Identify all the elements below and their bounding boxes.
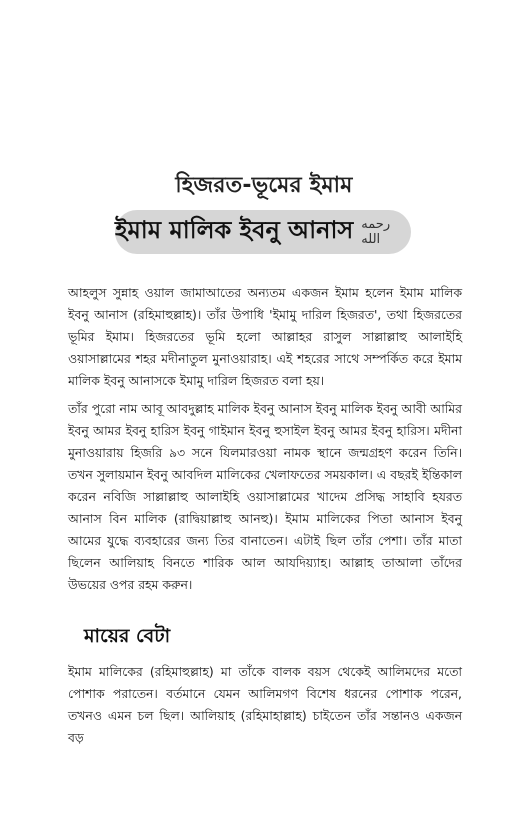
body-paragraph-2: তাঁর পুরো নাম আবূ আবদুল্লাহ মালিক ইবনু আনাস ইবনু মালিক ইবনু আবী আমির ইবনু আমর ইবনু হারিস ইবনু গাইমান ইবনু হুসাইল ইবনু আমর ইবনু হারিস। মদীনা মুনাওয়ারায় হিজরি ৯৩ সনে যিলমারওয়া নামক স্থানে জন্মগ্রহণ করেন তিনি। তখন সুলায়মান ইবনু আবদিল মালিকের খেলাফতের সময়কাল। এ বছরই ইন্তিকাল করেন নবিজি সাল্লাল্লাহু আলাইহি ওয়াসাল্লামের খাদেম প্রসিদ্ধ সাহাবি হযরত আনাস বিন মালিক (রাদ্বিয়াল্লাহু আনহু)। ইমাম মালিকের পিতা আনাস ইবনু আমের যুদ্ধে ব্যবহারের জন্য তির বানাতেন। এটাই ছিল তাঁর পেশা। তাঁর মাতা ছিলেন আলিয়াহ বিনতে শারিক আল আযদিয়্যাহ। আল্লাহ তাআলা তাঁদের উভয়ের ওপর রহম করুন।: [68, 401, 462, 592]
body-paragraph-1: আহলুস সুন্নাহ ওয়াল জামাআতের অন্যতম একজন ইমাম হলেন ইমাম মালিক ইবনু আনাস (রহিমাহুল্লাহ)। তাঁর উপাধি 'ইমামু দারিল হিজরত', তথা হিজরতের ভূমির ইমাম। হিজরতের ভূমি হলো আল্লাহর রাসুল সাল্লাল্লাহু আলাইহি ওয়াসাল্লামের শহর মদীনাতুল মুনাওয়ারাহ। এই শহরের সাথে সম্পর্কিত করে ইমাম মালিক ইবনু আনাসকে ইমামু দারিল হিজরত বলা হয়।: [68, 285, 462, 388]
honorific-calligraphy: رحمه الله: [361, 217, 391, 247]
section-heading: মায়ের বেটা: [84, 625, 171, 647]
chapter-title-banner: [115, 210, 411, 254]
chapter-title: ইমাম মালিক ইবনু আনাস: [115, 216, 354, 244]
body-paragraph-3: ইমাম মালিকের (রহিমাহুল্লাহ) মা তাঁকে বালক বয়স থেকেই আলিমদের মতো পোশাক পরাতেন। বর্তমানে যেমন আলিমগণ বিশেষ ধরনের পোশাক পরেন, তখনও এমন চল ছিল। আলিয়াহ (রহিমাহাল্লাহ) চাইতেন তাঁর সন্তানও একজন বড়: [68, 664, 462, 745]
chapter-subtitle: হিজরত-ভূমের ইমাম: [175, 173, 353, 198]
